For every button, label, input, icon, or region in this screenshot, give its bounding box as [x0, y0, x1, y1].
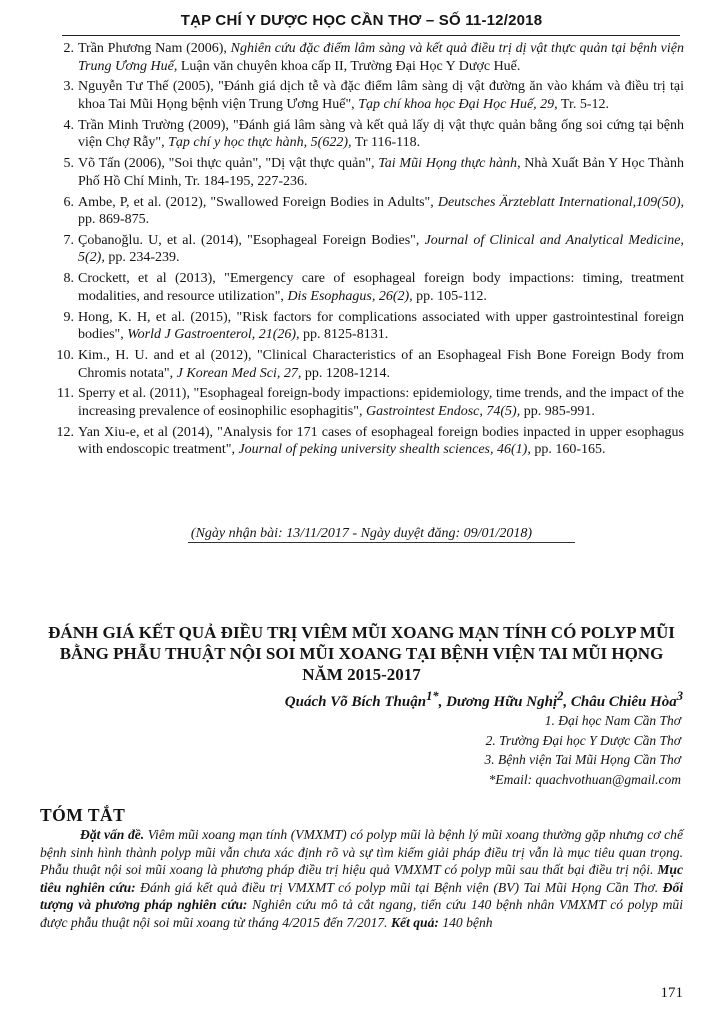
reference-pages: pp. 105-112.	[412, 288, 487, 304]
reference-pages: pp. 985-991.	[520, 403, 595, 419]
reference-number: 6.	[63, 194, 74, 210]
reference-pages: pp. 160-165.	[530, 442, 606, 458]
reference-source: Gastrointest Endosc, 74(5),	[365, 403, 521, 419]
reference-item	[52, 347, 684, 382]
reference-text: Trần Minh Trường (2009), "Đánh giá lâm sàng và kết quả lấy dị vật thực quản bằng ống soi cứng tại bệnh viện Chợ Rẫy",	[78, 117, 684, 151]
reference-source: Dis Esophagus, 26(2),	[287, 288, 413, 304]
reference-source: World J Gastroenterol, 21(26),	[127, 327, 300, 343]
reference-pages: pp. 1208-1214.	[301, 365, 391, 381]
reference-number: 2.	[63, 41, 74, 56]
article-title: ĐÁNH GIÁ KẾT QUẢ ĐIỀU TRỊ VIÊM MŨI XOANG MẠN TÍNH CÓ POLYP MŨI BẰNG PHẪU THUẬT NỘI SOI MŨI XOANG TẠI BỆNH VIỆN TAI MŨI HỌNG NĂM 2015-2017	[48, 623, 675, 684]
reference-number: 11.	[57, 386, 74, 402]
reference-text: Nguyễn Tư Thế (2005), "Đánh giá dịch tễ và đặc điểm lâm sàng dị vật đường ăn vào khám và điều trị tại khoa Tai Mũi Họng bệnh viện Trung Ương Huế",	[78, 79, 684, 112]
reference-item	[52, 40, 684, 75]
reference-source: Journal of Clinical and Analytical Medicine, 5(2),	[78, 232, 684, 266]
reference-text: Trần Phương Nam (2006),	[78, 41, 231, 56]
reference-text: Yan Xiu-e, et al (2014), "Analysis for 171 cases of esophageal foreign bodies inpacted in upper esophagus with endoscopic treatment",	[78, 424, 684, 458]
reference-text: Crockett, et al (2013), "Emergency care of esophageal foreign body impactions: timing, treatment modalities, and resource utilization",	[78, 271, 684, 304]
affiliation-line: 3. Bệnh viện Tai Mũi Họng Cần Thơ	[484, 752, 681, 767]
author-affiliation-mark: 2	[557, 689, 564, 703]
affiliation-list	[485, 711, 681, 789]
abstract-section-label: Mục tiêu nghiên cứu:	[40, 862, 683, 895]
reference-text: Võ Tấn (2006), "Soi thực quản", "Dị vật thực quản",	[78, 156, 379, 172]
reference-number: 10.	[56, 348, 74, 363]
reference-source: J Korean Med Sci, 27,	[176, 365, 302, 381]
reference-text: Çobanoğlu. U, et al. (2014), "Esophageal Foreign Bodies",	[78, 232, 425, 248]
reference-source: Tai Mũi Họng thực hành	[378, 156, 518, 172]
reference-pages: pp. 869-875.	[78, 212, 150, 228]
abstract-section-text: Nghiên cứu mô tả cắt ngang, tiến cứu 140 bệnh nhân VMXMT có polyp mũi được phẫu thuật nội soi mũi xoang từ tháng 4/2015 đến 7/2017.	[40, 897, 683, 930]
reference-number: 7.	[63, 232, 74, 248]
reference-number: 3.	[63, 79, 74, 95]
reference-pages: , Luận văn chuyên khoa cấp II, Trường Đại Học Y Dược Huế.	[173, 58, 521, 74]
reference-text: Hong, K. H, et al. (2015), "Risk factors for complications associated with upper gastrointestinal foreign bodies",	[78, 309, 684, 343]
abstract-text	[40, 826, 683, 931]
author-name: Quách Võ Bích Thuận	[284, 694, 427, 710]
reference-pages: pp. 234-239.	[104, 250, 180, 266]
reference-pages: Tr. 5-12.	[557, 96, 610, 112]
page-number: 171	[660, 985, 683, 1001]
reference-pages: , Nhà Xuất Bản Y Học Thành Phố Hồ Chí Minh, Tr. 184-195, 227-236.	[78, 156, 684, 189]
reference-item	[52, 309, 684, 344]
journal-header: TẠP CHÍ Y DƯỢC HỌC CẦN THƠ – SỐ 11-12/2018	[180, 12, 543, 29]
abstract-section-text: 140 bệnh	[438, 914, 493, 930]
reference-source: Journal of peking university shealth sciences, 46(1),	[238, 442, 531, 458]
reference-text: Kim., H. U. and et al (2012), "Clinical Characteristics of an Esophageal Fish Bone Foreign Body from Chromis notata",	[78, 348, 684, 381]
author-name: Dương Hữu Nghị	[446, 694, 558, 710]
abstract-heading: TÓM TẮT	[40, 805, 126, 825]
reference-item	[52, 232, 684, 267]
reference-source: Nghiên cứu đặc điểm lâm sàng và kết quả điều trị dị vật thực quản tại bệnh viện Trung Ương Huế	[78, 41, 684, 74]
abstract-section-text: Đánh giá kết quả điều trị VMXMT có polyp mũi tại Bệnh viện (BV) Tai Mũi Họng Cần Thơ.	[135, 879, 663, 895]
reference-number: 9.	[63, 309, 74, 325]
author-affiliation-mark: 3	[676, 689, 683, 703]
author-affiliation-mark: 1*	[426, 689, 439, 703]
header-divider	[62, 35, 680, 36]
reference-pages: Tr 116-118.	[351, 135, 421, 151]
reference-item	[52, 194, 684, 229]
affiliation-line: 1. Đại học Nam Cần Thơ	[544, 713, 681, 728]
received-dates: (Ngày nhận bài: 13/11/2017 - Ngày duyệt đăng: 09/01/2018)	[0, 526, 723, 542]
abstract-section-label: Đối tượng và phương pháp nghiên cứu:	[40, 879, 684, 912]
author-email: *Email: quachvothuan@gmail.com	[488, 771, 681, 787]
abstract-section-label: Kết quả:	[390, 914, 439, 930]
reference-text: Sperry et al. (2011), "Esophageal foreign-body impactions: epidemiology, time trends, and the impact of the increasing prevalence of eosinophilic esophagitis",	[78, 386, 684, 419]
reference-item	[52, 270, 684, 305]
abstract-section-text: Viêm mũi xoang mạn tính (VMXMT) có polyp mũi là bệnh lý mũi xoang thường gặp nhưng cơ chế bệnh sinh hình thành polyp mũi vẫn chưa xác định rõ và sự tìm kiếm giải pháp điều trị vẫn là mục tiêu quan trọng. Phẫu thuật nội soi mũi xoang là phương pháp điều trị hiệu quả VMXMT có polyp mũi sau thất bại điều trị nội.	[40, 827, 683, 877]
abstract-section-label: Đặt vấn đề.	[80, 827, 145, 842]
reference-list	[52, 40, 684, 462]
reference-item	[52, 155, 684, 190]
reference-number: 8.	[63, 271, 74, 287]
reference-number: 4.	[63, 117, 74, 133]
reference-number: 12.	[56, 424, 74, 440]
reference-text: Ambe, P, et al. (2012), "Swallowed Foreign Bodies in Adults",	[78, 194, 438, 210]
reference-item	[52, 117, 684, 152]
reference-item	[52, 78, 684, 113]
reference-item	[52, 424, 684, 459]
affiliation-line: 2. Trường Đại học Y Dược Cần Thơ	[485, 732, 681, 748]
reference-item	[52, 385, 684, 420]
author-name: Châu Chiêu Hòa	[570, 694, 677, 710]
reference-source: Tạp chí khoa học Đại Học Huế, 29,	[358, 96, 558, 112]
reference-pages: pp. 8125-8131.	[299, 327, 389, 343]
reference-number: 5.	[63, 156, 74, 172]
reference-source: Tạp chí y học thực hành, 5(622),	[168, 135, 352, 151]
author-list: Quách Võ Bích Thuận$^{1*}$, Dương Hữu Nghị$^2$, Châu Chiêu Hòa$^3$	[284, 689, 683, 710]
reference-source: Deutsches Ärzteblatt International,109(50),	[437, 194, 684, 210]
